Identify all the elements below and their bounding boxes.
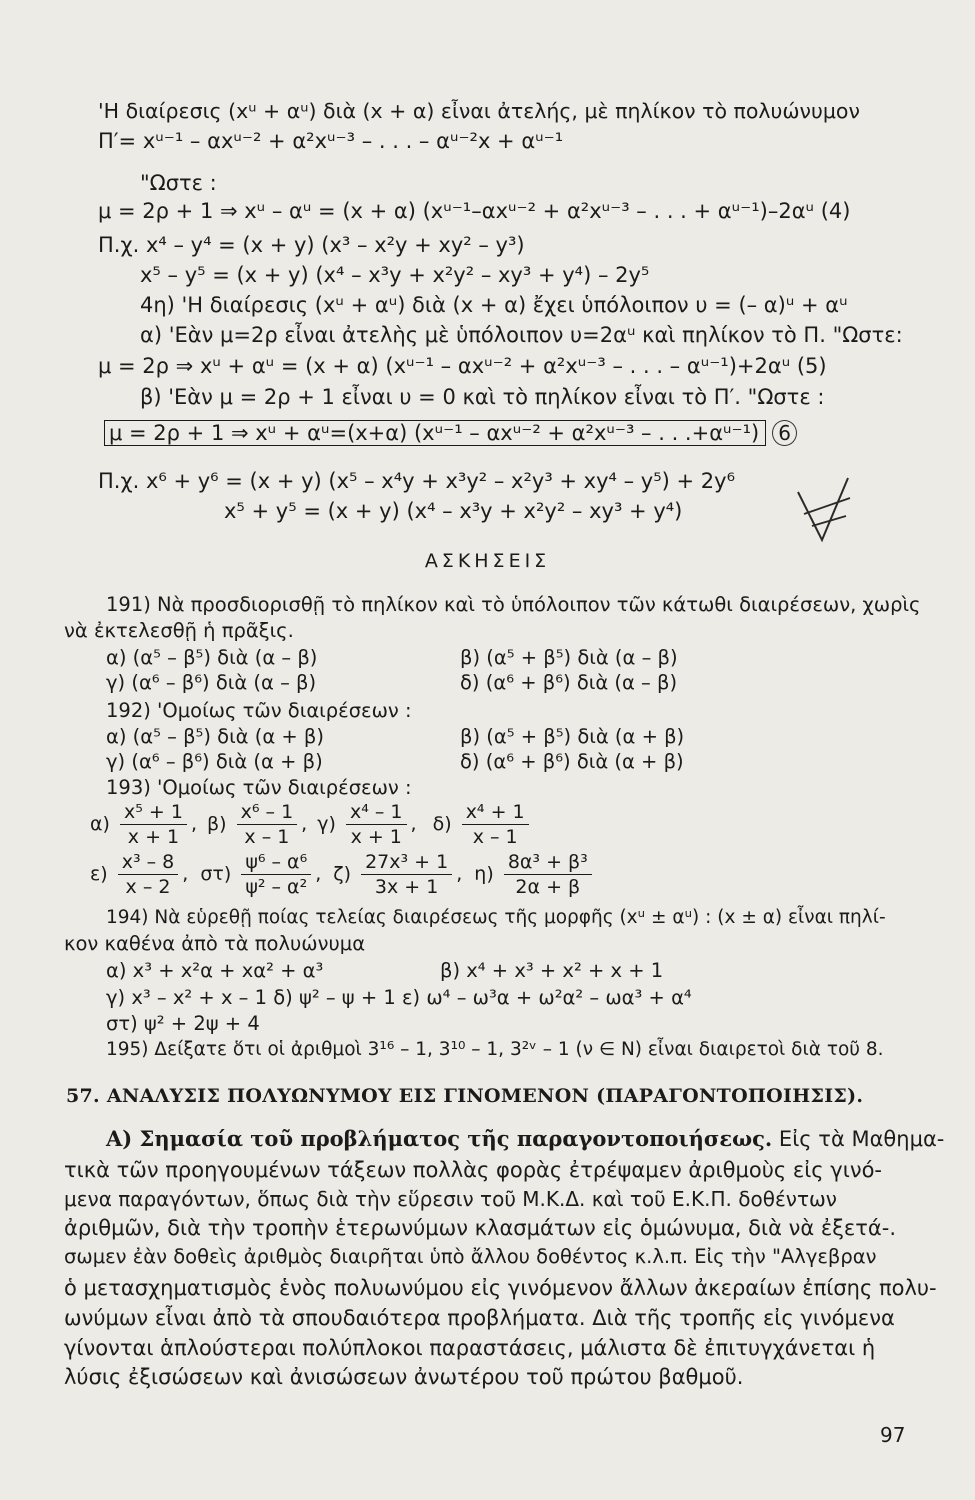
formula-line: Π.χ. x⁶ + y⁶ = (x + y) (x⁵ – x⁴y + x³y² – x²y³ + xy⁴ – y⁵) + 2y⁶ [98, 469, 736, 493]
exercise-192: 192) 'Ομοίως τῶν διαιρέσεων : [106, 699, 412, 722]
paragraph-line [106, 1126, 944, 1152]
exercise-195: 195) Δείξατε ὅτι οἱ ἀριθμοὶ 3¹⁶ – 1, 3¹⁰ – 1, 3²ᵛ – 1 (ν ∈ N) εἶναι διαιρετοὶ διὰ τοῦ 8. [106, 1039, 884, 1060]
exercise-193: 193) 'Ομοίως τῶν διαιρέσεων : [106, 776, 412, 799]
exercise-item: δ) (α⁶ + β⁶) διὰ (α – β) [460, 671, 678, 694]
subsection-heading: Α) Σημασία τοῦ προβλήματος τῆς παραγοντοποιήσεως. [106, 1126, 773, 1151]
fraction: $\frac{\text{8α³ + β³}}{2\alpha + \beta}$ [504, 850, 592, 899]
formula-line: μ = 2ρ + 1 ⇒ xᵘ – αᵘ = (x + α) (xᵘ⁻¹–αxᵘ⁻² + α²xᵘ⁻³ – . . . + αᵘ⁻¹)–2αᵘ (4) [98, 199, 851, 223]
exercise-item: δ) (α⁶ + β⁶) διὰ (α + β) [460, 750, 684, 773]
item-label: γ) [317, 813, 336, 835]
text-line: α) 'Εὰν μ=2ρ εἶναι ἀτελὴς μὲ ὑπόλοιπον υ=2αᵘ καὶ πηλίκον τὸ Π. "Ωστε: [140, 323, 903, 347]
fraction: $\frac{\text{x³ – 8}}{x - 2}$ [118, 850, 179, 899]
fraction: $\frac{\text{x⁵ + 1}}{x + 1}$ [120, 800, 187, 849]
exercises-title: ΑΣΚΗΣΕΙΣ [424, 550, 551, 572]
formula-line: x⁵ – y⁵ = (x + y) (x⁴ – x³y + x²y² – xy³ + y⁴) – 2y⁵ [140, 263, 650, 287]
exercise-item: α) (α⁵ – β⁵) διὰ (α – β) [106, 646, 318, 669]
exercise-item: β) (α⁵ + β⁵) διὰ (α + β) [460, 725, 685, 748]
fraction: $\frac{\text{27x³ + 1}}{3x + 1}$ [361, 850, 452, 899]
fraction: $\frac{\text{x⁴ + 1}}{x - 1}$ [462, 800, 529, 849]
handwritten-equation-mark: 6 [772, 420, 797, 446]
paragraph-line: ὁ μετασχηματισμὸς ἑνὸς πολυωνύμου εἰς γινόμενον ἄλλων ἀκεραίων ἐπίσης πολυ- [64, 1276, 937, 1300]
text-line: 'Η διαίρεσις (xᵘ + αᵘ) διὰ (x + α) εἶναι ἀτελής, μὲ πηλίκον τὸ πολυώνυμον [98, 99, 860, 123]
item-label: α) [90, 813, 110, 835]
paragraph-line: λύσις ἐξισώσεων καὶ ἀνισώσεων ἀνωτέρου τοῦ πρώτου βαθμοῦ. [64, 1365, 744, 1389]
formula-line: Π′= xᵘ⁻¹ – αxᵘ⁻² + α²xᵘ⁻³ – . . . – αᵘ⁻²x + αᵘ⁻¹ [98, 129, 564, 153]
exercise-item: α) (α⁵ – β⁵) διὰ (α + β) [106, 725, 324, 748]
item-label: δ) [432, 813, 452, 835]
exercise-194: 194) Νὰ εὑρεθῇ ποίας τελείας διαιρέσεως τῆς μορφῆς (xᵘ ± αᵘ) : (x ± α) εἶναι πηλί- [106, 907, 886, 928]
formula-line: Π.χ. x⁴ – y⁴ = (x + y) (x³ – x²y + xy² – y³) [98, 233, 525, 257]
boxed-formula [104, 420, 797, 446]
handwritten-check-mark [790, 470, 860, 550]
fractions-row-2: ε) $\frac{\text{x³ – 8}}{x - 2}$ , στ) $\frac{\text{ψ⁶ – α⁶}}{\text{ψ² – α²}}$ , ζ) $\frac{\text{27x³ + 1}}{3x + 1}$ , η) $\frac{\text{8α³ + β³}}{2\alpha + \beta}$ [90, 850, 596, 899]
item-label: ε) [90, 863, 108, 885]
exercise-item: α) x³ + x²α + xα² + α³ [106, 959, 324, 982]
page-number: 97 [880, 1423, 906, 1447]
paragraph-line: σωμεν ἐὰν δοθεὶς ἀριθμὸς διαιρῆται ὑπὸ ἄλλου δοθέντος κ.λ.π. Εἰς τὴν "Αλγεβραν [64, 1245, 877, 1268]
exercise-item: γ) x³ – x² + x – 1 δ) ψ² – ψ + 1 ε) ω⁴ – ω³α + ω²α² – ωα³ + α⁴ [106, 986, 692, 1009]
text-line: 4η) 'Η διαίρεσις (xᵘ + αᵘ) διὰ (x + α) ἔχει ὑπόλοιπον υ = (– α)ᵘ + αᵘ [140, 293, 848, 317]
exercise-item: στ) ψ² + 2ψ + 4 [106, 1012, 260, 1035]
exercise-191: 191) Νὰ προσδιορισθῇ τὸ πηλίκον καὶ τὸ ὑπόλοιπον τῶν κάτωθι διαιρέσεων, χωρὶς [106, 593, 921, 616]
boxed-formula-text: μ = 2ρ + 1 ⇒ xᵘ + αᵘ=(x+α) (xᵘ⁻¹ – αxᵘ⁻² + α²xᵘ⁻³ – . . .+αᵘ⁻¹) [104, 420, 766, 446]
formula-line: μ = 2ρ ⇒ xᵘ + αᵘ = (x + α) (xᵘ⁻¹ – αxᵘ⁻² + α²xᵘ⁻³ – . . . – αᵘ⁻¹)+2αᵘ (5) [98, 354, 827, 378]
section-heading-57: 57. ΑΝΑΛΥΣΙΣ ΠΟΛΥΩΝΥΜΟΥ ΕΙΣ ΓΙΝΟΜΕΝΟΝ (ΠΑΡΑΓΟΝΤΟΠΟΙΗΣΙΣ). [66, 1085, 864, 1107]
paragraph-line: μενα παραγόντων, ὅπως διὰ τὴν εὕρεσιν τοῦ Μ.Κ.Δ. καὶ τοῦ Ε.Κ.Π. δοθέντων [64, 1187, 837, 1211]
paragraph-line: ωνύμων εἶναι ἀπὸ τὰ σπουδαιότερα προβλήματα. Διὰ τῆς τροπῆς εἰς γινόμενα [64, 1306, 895, 1330]
paragraph-text: Εἰς τὰ Μαθημα- [772, 1127, 945, 1151]
text-line: β) 'Εὰν μ = 2ρ + 1 εἶναι υ = 0 καὶ τὸ πηλίκον εἶναι τὸ Π′. "Ωστε : [140, 385, 825, 409]
fraction: $\frac{\text{ψ⁶ – α⁶}}{\text{ψ² – α²}}$ [241, 850, 311, 899]
item-label: β) [207, 813, 227, 835]
fraction: $\frac{\text{x⁶ – 1}}{x - 1}$ [237, 800, 298, 849]
paragraph-line: γίνονται ἁπλούστεραι πολύπλοκοι παραστάσεις, μάλιστα δὲ ἐπιτυγχάνεται ἡ [64, 1336, 876, 1360]
formula-line: x⁵ + y⁵ = (x + y) (x⁴ – x³y + x²y² – xy³ + y⁴) [224, 499, 683, 523]
item-label: η) [474, 863, 494, 885]
exercise-item: β) (α⁵ + β⁵) διὰ (α – β) [460, 646, 678, 669]
text-line: "Ωστε : [140, 171, 217, 195]
text-line: κον καθένα ἀπὸ τὰ πολυώνυμα [64, 932, 366, 955]
item-label: στ) [200, 863, 232, 885]
text-line: νὰ ἐκτελεσθῇ ἡ πρᾶξις. [64, 619, 294, 642]
exercise-item: β) x⁴ + x³ + x² + x + 1 [440, 959, 664, 982]
paragraph-line: τικὰ τῶν προηγουμένων τάξεων πολλὰς φορὰς ἐτρέψαμεν ἀριθμοὺς εἰς γινό- [64, 1158, 882, 1182]
exercise-item: γ) (α⁶ – β⁶) διὰ (α – β) [106, 671, 317, 694]
fraction: $\frac{\text{x⁴ – 1}}{x + 1}$ [346, 800, 407, 849]
item-label: ζ) [333, 863, 352, 885]
fractions-row-1: α) $\frac{\text{x⁵ + 1}}{x + 1}$ , β) $\frac{\text{x⁶ – 1}}{x - 1}$ , γ) $\frac{\text{x⁴ – 1}}{x + 1}$ , δ) $\frac{\text{x⁴ + 1}}{x - 1}$ [90, 800, 533, 849]
exercise-item: γ) (α⁶ – β⁶) διὰ (α + β) [106, 750, 323, 773]
paragraph-line: ἀριθμῶν, διὰ τὴν τροπὴν ἑτερωνύμων κλασμάτων εἰς ὁμώνυμα, διὰ νὰ ἐξετά-. [64, 1216, 897, 1240]
